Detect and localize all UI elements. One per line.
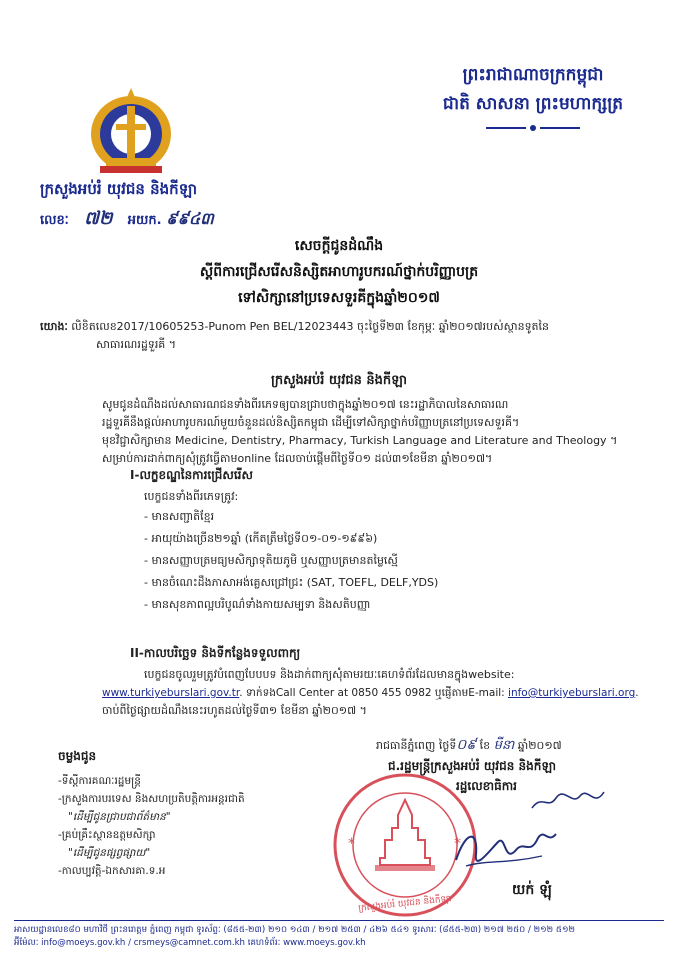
signature-icon — [446, 820, 566, 880]
s2-line1: បេក្ខជនចូលរួមត្រូវបំពេញបែបបទ និងដាក់ពាក្យសុំតាមរយៈគេហទំព័រដែលមានក្នុងwebsite: — [144, 668, 515, 681]
scholarship-email-link[interactable]: info@turkiyeburslari.org — [508, 687, 636, 699]
emblem-logo-icon — [86, 84, 176, 176]
ministry-emblem — [86, 84, 176, 176]
section1-intro: បេក្ខជនទាំងពីរភេទត្រូវ: — [144, 490, 239, 503]
list-item: - មានសញ្ជាតិខ្មែរ — [144, 510, 215, 523]
p1-line2: រដ្ឋទួរគីនឹងផ្តល់អាហារូបករណ៍មួយចំនួនដល់និស្សិតកម្ពុជា ដើម្បីទៅសិក្សាថ្នាក់បរិញ្ញាបត្រនៅប្រទេសទួរគី។ — [102, 416, 520, 429]
p1-line4: សម្រាប់ការដាក់ពាក្យសុំត្រូវធ្វើតាមonline ដែលចាប់ផ្តើមពីថ្ងៃទី០១ ដល់៣១ខែមីនា ឆ្នាំ២០១៧។ — [102, 452, 493, 465]
cc-title: ចម្លងជូន — [58, 749, 97, 763]
s2-mid: . ទាក់ទងCall Center at 0850 455 0982 ឬផ្ញើតាមE-mail: — [239, 687, 505, 699]
initials-signature-icon — [528, 786, 608, 816]
reference-line2: សាធារណរដ្ឋទួរគី ។ — [96, 338, 177, 351]
initials-mark — [528, 786, 608, 816]
s2-line2 — [102, 684, 662, 702]
signer-role-line2: រដ្ឋលេខាធិការ — [456, 779, 517, 793]
ref-number: ៧២ — [84, 208, 113, 229]
date-month: មីនា — [493, 738, 515, 753]
section-application — [130, 644, 650, 662]
cc-item: "ដើម្បីជូនជ្រាបជាព័ត៌មាន" — [68, 811, 171, 823]
reference-label: យោងៈ — [40, 320, 68, 333]
title-line3: ទៅសិក្សានៅប្រទេសទួរគីក្នុងឆ្នាំ២០១៧ — [238, 290, 440, 306]
signer-role-line1: ជ.រដ្ឋមន្ត្រីក្រសួងអប់រំ យុវជន និងកីឡា — [388, 759, 557, 773]
ministry-heading: ក្រសួងអប់រំ យុវជន និងកីឡា — [270, 373, 408, 388]
list-item: - មានសញ្ញាបត្រមធ្យមសិក្សាទុតិយភូមិ ឬសញ្ញាបត្រមានតម្លៃស្មើ — [144, 554, 398, 567]
cc-item: -កាលប្បវត្តិ-ឯកសារគា.ទ.អ — [58, 865, 166, 877]
cc-block — [58, 748, 358, 880]
cc-item: "ដើម្បីជូនផ្សព្វផ្សាយ" — [68, 847, 151, 859]
svg-text:*: * — [454, 836, 461, 852]
ref-code: ៩៩៤៣ — [166, 209, 214, 228]
date-day: ០៩ — [456, 737, 477, 753]
signer-name: យក់ ឡុំ — [512, 882, 552, 898]
ministry-name: ក្រសួងអប់រំ យុវជន និងកីឡា — [40, 180, 198, 198]
kingdom-line1: ព្រះរាជាណាចក្រកម្ពុជា — [462, 65, 604, 85]
p1-line1: សូមជូនដំណឹងដល់សាធារណជនទាំងពីរភេទឲ្យបានជ្រាបថាក្នុងឆ្នាំ២០១៧ នេះរដ្ឋាភិបាលនៃសាធារណ — [102, 398, 509, 411]
handwritten-signature — [446, 820, 566, 880]
date-prefix: រាជធានីភ្នំពេញ ថ្ងៃទី — [376, 739, 457, 752]
s2-end: . — [635, 687, 639, 699]
page-footer — [14, 920, 664, 950]
reference-block — [40, 318, 650, 354]
cc-item: -ក្រសួងការបរទេស និងសហប្រតិបត្តិការអន្តរជាតិ — [58, 793, 245, 805]
body-paragraph — [40, 396, 660, 468]
notice-title — [0, 236, 678, 309]
section2-title: II-កាលបរិច្ឆេទ និងទីកន្លែងទទួលពាក្យ — [130, 646, 301, 660]
title-line1: សេចក្តីជូនដំណឹង — [294, 238, 384, 254]
date-line — [376, 736, 666, 755]
ornament-divider — [418, 124, 648, 132]
cc-item: -គ្រប់គ្រឹះស្ថានឧត្តមសិក្សា — [58, 829, 156, 841]
seal-text: ក្រសួងអប់រំ យុវជន និងកីឡា — [357, 894, 453, 914]
criteria-list — [130, 508, 650, 618]
ref-label: លេខៈ — [40, 213, 69, 228]
s2-line3: ចាប់ពីថ្ងៃផ្សាយដំណឹងនេះរហូតដល់ថ្ងៃទី៣១ ខែមីនា ឆ្នាំ២០១៧ ។ — [102, 704, 367, 717]
section1-title: I-លក្ខខណ្ឌនៃការជ្រើសរើស — [130, 468, 253, 482]
svg-text:*: * — [348, 836, 355, 852]
section-criteria — [130, 466, 650, 618]
date-mid: ខែ — [476, 739, 494, 752]
p1-line3: មុខវិជ្ជាសិក្សាមាន Medicine, Dentistry, Pharmacy, Turkish Language and Literature and Theology ។ — [102, 434, 618, 447]
list-item: - មានសុខភាពល្អបរិបូណ៌ទាំងកាយសម្បទា និងសតិបញ្ញា — [144, 598, 371, 611]
kingdom-line2: ជាតិ សាសនា ព្រះមហាក្សត្រ — [442, 94, 624, 114]
reference-line1: លិខិតលេខ2017/10605253-Punom Pen BEL/12023443 ចុះថ្ងៃទី២៣ ខែកុម្ភៈ ឆ្នាំ២០១៧របស់ស្ថានទូតនៃ — [71, 320, 550, 333]
application-text — [102, 666, 662, 720]
footer-contact: អ៊ីម៉ែលៈ info@moeys.gov.kh / crsmeys@camnet.com.kh គេហទំព័រៈ www.moeys.gov.kh — [14, 938, 366, 948]
kingdom-header — [418, 64, 648, 132]
list-item: - អាយុយ៉ាងច្រើន២១ឆ្នាំ (កើតត្រឹមថ្ងៃទី០១-០១-១៩៩៦) — [144, 532, 378, 545]
reference-number-line — [40, 206, 214, 233]
cc-item: -ទីស្តីការគណៈរដ្ឋមន្ត្រី — [58, 775, 141, 787]
footer-address: អាសយដ្ឋានលេខ៨០ មហាវិថី ព្រះនរោត្តម ភ្នំពេញ កម្ពុជា ទូរស័ព្ទៈ (៨៥៥-២៣) ២១០ ១៤៣ / ២១៧ ២៥៣ / ៤២៦ ៥៤១ ទូរសារៈ (៨៥៥-២៣) ២១៧ ២៥០ / ២១២ ៥១២ — [14, 925, 575, 935]
date-year: ឆ្នាំ២០១៧ — [514, 739, 562, 752]
scholarship-website-link[interactable]: www.turkiyeburslari.gov.tr — [102, 687, 240, 699]
ref-suffix: អយក. — [127, 213, 162, 228]
title-line2: ស្តីពីការជ្រើសរើសនិស្សិតអាហារូបករណ៍ថ្នាក់បរិញ្ញាបត្រ — [199, 264, 479, 280]
list-item: - មានចំណេះដឹងភាសាអង់គ្លេសជ្រៅជ្រះ (SAT, TOEFL, DELF,YDS) — [144, 576, 439, 589]
